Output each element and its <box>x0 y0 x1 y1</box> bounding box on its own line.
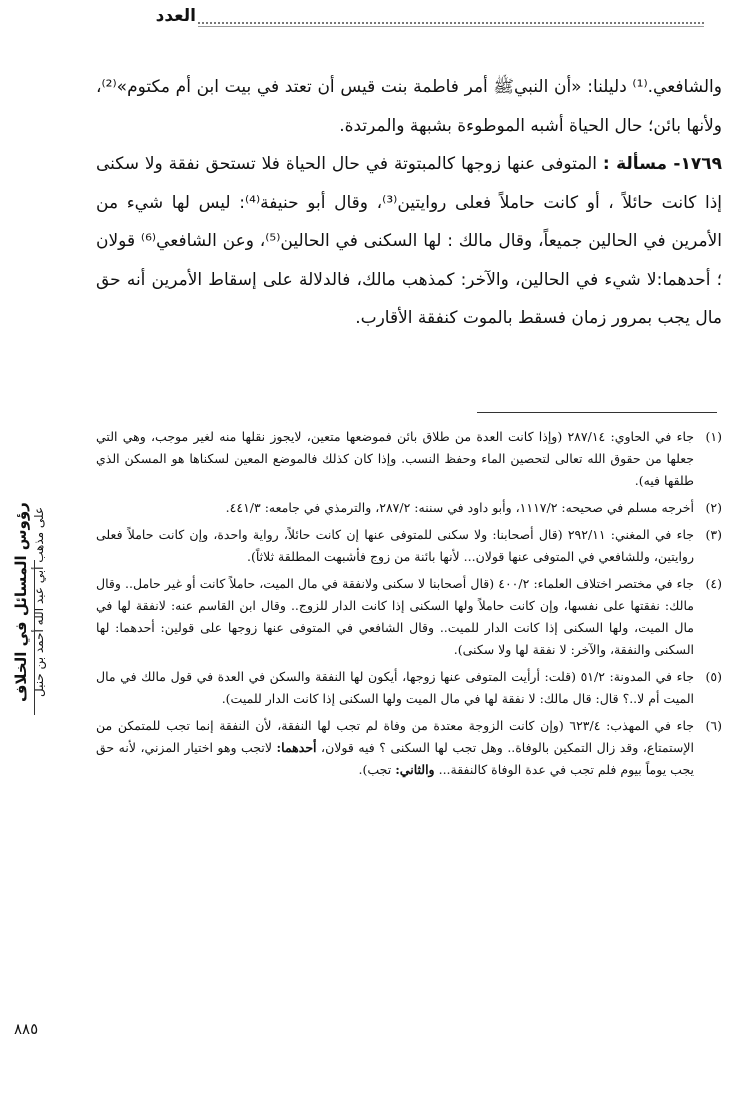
header-rule <box>198 22 704 24</box>
footnote-number: (٦) <box>705 718 722 733</box>
footnote-number: (٤) <box>705 576 722 591</box>
paragraph-issue-1769 <box>96 145 722 338</box>
footnote-6 <box>96 715 722 781</box>
footnote-number: (٣) <box>705 527 722 542</box>
footnote-text: جاء في المغني: ٢٩٢/١١ (قال أصحابنا: ولا سكنى للمتوفى عنها إن كانت حائلاً، رواية واحدة، وإن كانت حاملاً فعلى روايتين، وللشافعي في المتوفى عنها قولان... لأنها بائنة من زوج فأشبهت المطلقة ثلاثاً). <box>96 527 694 564</box>
side-rule <box>34 560 35 715</box>
footnote-bold-second: والثاني: <box>395 762 435 777</box>
footnote-text-after: تجب). <box>358 762 392 777</box>
footnote-bold-first: أحدهما: <box>276 740 317 755</box>
footnote-text-middle: لاتجب وهو اختيار المزني، لأنه حق يجب يوماً بيوم فلم تجب في عدة الوفاة كالنفقة... <box>96 740 694 777</box>
paragraph-evidence: والشافعي.⁽¹⁾ دليلنا: «أن النبيﷺ أمر فاطمة بنت قيس أن تعتد في بيت ابن أم مكتوم»⁽²⁾، ولأنها بائن؛ حال الحياة أشبه الموطوءة بشبهة والمرتدة. <box>96 77 722 136</box>
page-number: ٨٨٥ <box>14 1020 39 1038</box>
header-rule-secondary <box>198 26 704 27</box>
footnote-text: جاء في الحاوي: ٢٨٧/١٤ (وإذا كانت العدة من طلاق بائن فموضعها متعين، لايجوز نقلها منه لغير موجب، وهي التي جعلها من حقوق الله تعالى لتحصين الماء وحفظ النسب. وإذا كان كذلك فالموضع المعين لسكناها هو المسكن الذي طلقها فيه). <box>96 429 694 488</box>
side-title-sub: على مذهب أبي عبد الله أحمد بن حنبل <box>32 506 46 698</box>
footnote-separator <box>477 412 717 413</box>
footnotes <box>96 426 722 786</box>
footnote-text: جاء في المدونة: ٥١/٢ (قلت: أرأيت المتوفى عنها زوجها، أيكون لها النفقة والسكن في العدة في قول مالك في مال الميت أم لا..؟ قال: قال مالك: لا نفقة لها في مال الميت ولها السكنى إذا كانت الدار للميت). <box>96 669 694 706</box>
footnote-3 <box>96 524 722 568</box>
footnote-text-before: جاء في المهذب: ٦٢٣/٤ (وإن كانت الزوجة معتدة من وفاة لم تجب لها النفقة، لأن النفقة إنما تجب للمتمكن من الإستمتاع، وقد زال التمكين بالوفاة.. وهل تجب لها السكنى ؟ فيه قولان، <box>96 718 694 755</box>
footnote-1 <box>96 426 722 492</box>
footnote-2 <box>96 497 722 519</box>
side-book-title <box>12 392 62 812</box>
footnote-5 <box>96 666 722 710</box>
footnote-number: (٥) <box>705 669 722 684</box>
footnote-text: أخرجه مسلم في صحيحه: ١١١٧/٢، وأبو داود في سننه: ٢٨٧/٢، والترمذي في جامعه: ٤٤١/٣. <box>225 500 694 515</box>
running-header-title: العدد <box>155 6 196 26</box>
footnote-number: (٢) <box>705 500 722 515</box>
issue-text: المتوفى عنها زوجها كالمبتوتة في حال الحياة فلا تستحق نفقة ولا سكنى إذا كانت حائلاً ، أو كانت حاملاً فعلى روايتين⁽³⁾، وقال أبو حنيفة⁽⁴⁾: ليس لها شيء من الأمرين في الحالين جميعاً، وقال مالك : لها السكنى في الحالين⁽⁵⁾، وعن الشافعي⁽⁶⁾ قولان ؛ أحدهما:لا شيء في الحالين، والآخر: كمذهب مالك، فالدلالة على إسقاط الأمرين أنه حق مال يجب بمرور زمان فسقط بالموت كنفقة الأقارب. <box>96 154 723 328</box>
side-title-main: رؤوس المسائل في الخلاف <box>12 502 30 702</box>
footnote-text: جاء في مختصر اختلاف العلماء: ٤٠٠/٢ (قال أصحابنا لا سكنى ولانفقة في مال الميت، حاملاً كانت أو غير حامل.. وقال مالك: نفقتها على نفسها، وإن كانت حاملاً ولها السكنى إذا كانت الدار للزوج.. وقال ابن القاسم عنه: لانفقة لها في مال الميت، ولها السكنى إذا كانت الدار للميت.. وقال الشافعي في المتوفى عنها زوجها على قولين: أحدهما: لها السكنى والنفقة، والآخر: لا نفقة لها ولا سكنى). <box>96 576 694 657</box>
footnote-number: (١) <box>705 429 722 444</box>
main-text <box>96 68 722 338</box>
issue-label: ١٧٦٩- مسألة : <box>602 154 723 174</box>
footnote-4 <box>96 573 722 661</box>
